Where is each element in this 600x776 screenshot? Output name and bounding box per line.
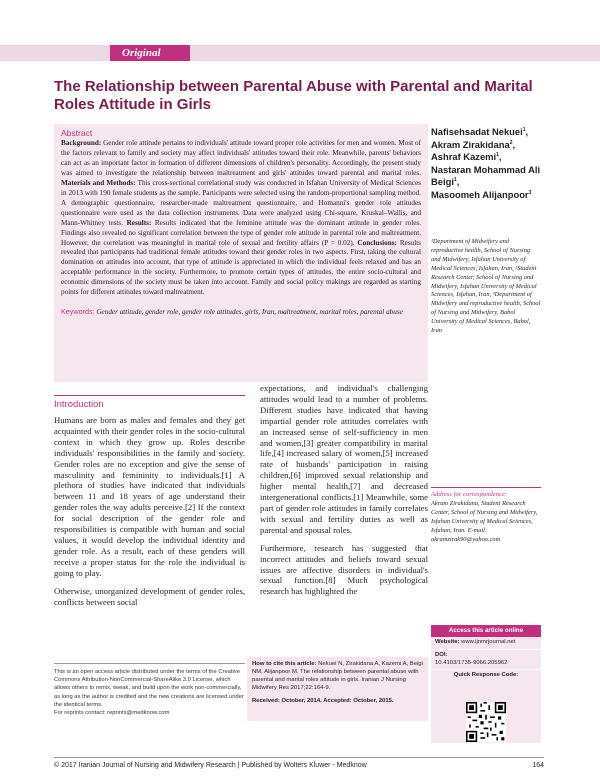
abstract-body bbox=[61, 139, 421, 298]
correspondence bbox=[431, 487, 541, 544]
column-middle bbox=[260, 383, 428, 604]
doi-link[interactable]: 10.4103/1735-9066.205962 bbox=[435, 659, 508, 666]
conclusions-label: Conclusions: bbox=[357, 238, 397, 247]
methods-label: Materials and Methods: bbox=[61, 178, 136, 187]
license-note: This is an open access article distributed under the terms of the Creative Commons Attribution-NonCommercial-ShareAlike 3.0 License, which allows others to remix, tweak, and build upon the work non-commercially, as long as the author is credited and the new creations are licensed under the identical terms. bbox=[54, 663, 245, 709]
background-text: Gender role attitude pertains to individuals' attitude toward proper role activities for men and women. Most of the factors relevant to family and society may affect individuals' attitudes toward their role. Meanwhile, parents' behaviors can act as an important factor in formation of different dimensions of children's personality. Accordingly, the present study was aimed to investigate the relationship between maltreatment and girls' attitudes toward parental and marital roles. bbox=[61, 139, 421, 177]
correspondence-heading: Address for correspondence: bbox=[431, 491, 508, 498]
abstract-heading: Abstract bbox=[61, 128, 93, 138]
background-label: Background: bbox=[61, 139, 102, 147]
intro-paragraph: Furthermore, research has suggested that incorrect attitudes and beliefs toward sexual issues are affective disorders in individual's sexual function.[8] Much psychological research has highlighted the bbox=[260, 542, 428, 597]
website-label: Website: bbox=[435, 639, 460, 645]
introduction-heading: Introduction bbox=[54, 395, 245, 410]
author: Masoomeh Alijanpoor$^3$ bbox=[431, 188, 532, 200]
website-link[interactable]: www.ijnmrjournal.net bbox=[461, 639, 516, 645]
article-type-tag: Original Article bbox=[110, 45, 190, 61]
qr-label: Quick Response Code: bbox=[453, 672, 519, 679]
correspondence-text: Akram Zirakidana, Student Research Center, School of Nursing and Midwifery, Isfahan University of Medical Sciences, Isfahan, Iran. E-mail: akramzirak90@yahoo.com bbox=[431, 499, 538, 543]
page-footer bbox=[54, 757, 544, 769]
intro-paragraph: Humans are born as males and females and they get acquainted with their gender roles in the socio-cultural context in which they grow up. Roles describe individuals' responsibilities in the family and society. Gender roles are no exception and give the sense of masculinity and femininity to individuals.[1] A plethora of studies have indicated that individuals between 11 and 18 years of age understand their gender roles the way adults perceive.[2] If the context for social description of the gender role and responsibilities is compatible with human and social values, it would develop the individual identity and gender role. As a result, each of these genders will receive a proper status for the role the individual is going to play. bbox=[54, 415, 245, 578]
access-heading: Access this article online bbox=[431, 625, 541, 637]
results-text: Results indicated that the feminine attitude was the dominant attitude in gender roles. Findings also revealed no significant correlation between the type of gender role attitude in parental role and maltreatment. However, the correlation was meaningful in marital role of sexual and fertility affairs (P = 0.02). bbox=[61, 218, 422, 247]
conclusions-text: Results revealed that participants had traditional female attitudes toward their gender roles in two aspects. First, taking the cultural domination on attitudes into account, that type of attitude is appreciated in which the individual feels relaxed and has an acceptable performance in the society. Furthermore, to promote certain types of attitudes, the entire socio-cultural and economic dimensions of the society must be taken into account. Family and social policy makings are regarded as starting points for different attitudes toward maltreatment. bbox=[61, 238, 422, 297]
access-box bbox=[431, 625, 541, 743]
author: Akram Zirakidana$^2$, bbox=[431, 138, 516, 150]
results-label: Results: bbox=[126, 218, 152, 227]
abstract-box bbox=[54, 124, 428, 382]
qr-code-icon bbox=[466, 702, 506, 742]
keywords bbox=[61, 307, 421, 317]
affiliations: ¹Department of Midwifery and reproductive health, School of Nursing and Midwifery, Isfahan University of Medical Sciences, Isfahan, Iran, ²Student Research Center, School of Nursing and Midwifery, Isfahan University of Medical Sciences, Isfahan, Iran, ³Department of Midwifery and reproductive health, School of Nursing and Midwifery, Babol University of Medical Sciences, Babol, Iran bbox=[431, 238, 541, 335]
keywords-label: Keywords: bbox=[61, 307, 95, 317]
citation-box bbox=[247, 657, 428, 721]
reprints-note: For reprints contact: reprints@medknow.com bbox=[54, 710, 170, 716]
keywords-text: Gender attitude, gender role, gender role attitudes, girls, Iran, maltreatment, marital roles, parental abuse bbox=[96, 308, 403, 317]
doi-label: DOI: bbox=[435, 651, 448, 658]
author: Nastaran Mohammad Ali Beigi$^1$, bbox=[431, 163, 541, 187]
article-title: The Relationship between Parental Abuse with Parental and Marital Roles Attitude in Girls bbox=[54, 78, 533, 113]
cite-text: Nekuei N, Zirakidana A, Kazemi A, Beigi NM, Alijanpoor M. The relationship between parental abuse with parental and marital roles attitude in girls. Iranian J Nursing Midwifery Res 2017;22:164-9. bbox=[252, 661, 423, 691]
author: Nafisehsadat Nekuei$^1$, bbox=[431, 126, 529, 137]
author-list bbox=[431, 126, 541, 201]
intro-paragraph: Otherwise, unorganized development of gender roles, conflicts between social bbox=[54, 585, 245, 607]
column-left bbox=[54, 415, 245, 614]
header-band bbox=[0, 45, 600, 75]
page-number: 164 bbox=[532, 762, 544, 769]
methods-text: This cross-sectional correlational study was conducted in Isfahan University of Medical Sciences in 2013 with 190 female students as the sample. Participants were selected using the random-proportional sampling method. A demographic questionnaire, researcher-made maltreatment questionnaire, and Homanni's gender role attitudes questionnaire were used as the data collection instruments. Data were analyzed using Chi-square, Kruskal–Wallis, and Mann-Whitney tests. bbox=[61, 178, 421, 227]
footer-text: © 2017 Iranian Journal of Nursing and Midwifery Research | Published by Wolters Kluwer - Medknow bbox=[54, 762, 367, 769]
cite-label: How to cite this article: bbox=[252, 661, 317, 667]
received-dates: Received: October, 2014. Accepted: October, 2015. bbox=[252, 698, 394, 704]
intro-paragraph: expectations, and individual's challenging attitudes would lead to a number of problems. Different studies have indicated that having impartial gender role attitudes correlates with an increased sense of self-sufficiency in men and women,[3] greater compatibility in marital life,[4] increased salary of women,[5] increased rate of husbands' participation in raising children,[6] improved sexual relationship and higher mental health,[7] and decreased intergenerational conflicts.[1] Meanwhile, some part of gender role attitudes in family correlates with sexual and fertility duties as well as parental and spousal roles. bbox=[260, 383, 428, 535]
author: Ashraf Kazemi$^1$, bbox=[431, 151, 502, 162]
